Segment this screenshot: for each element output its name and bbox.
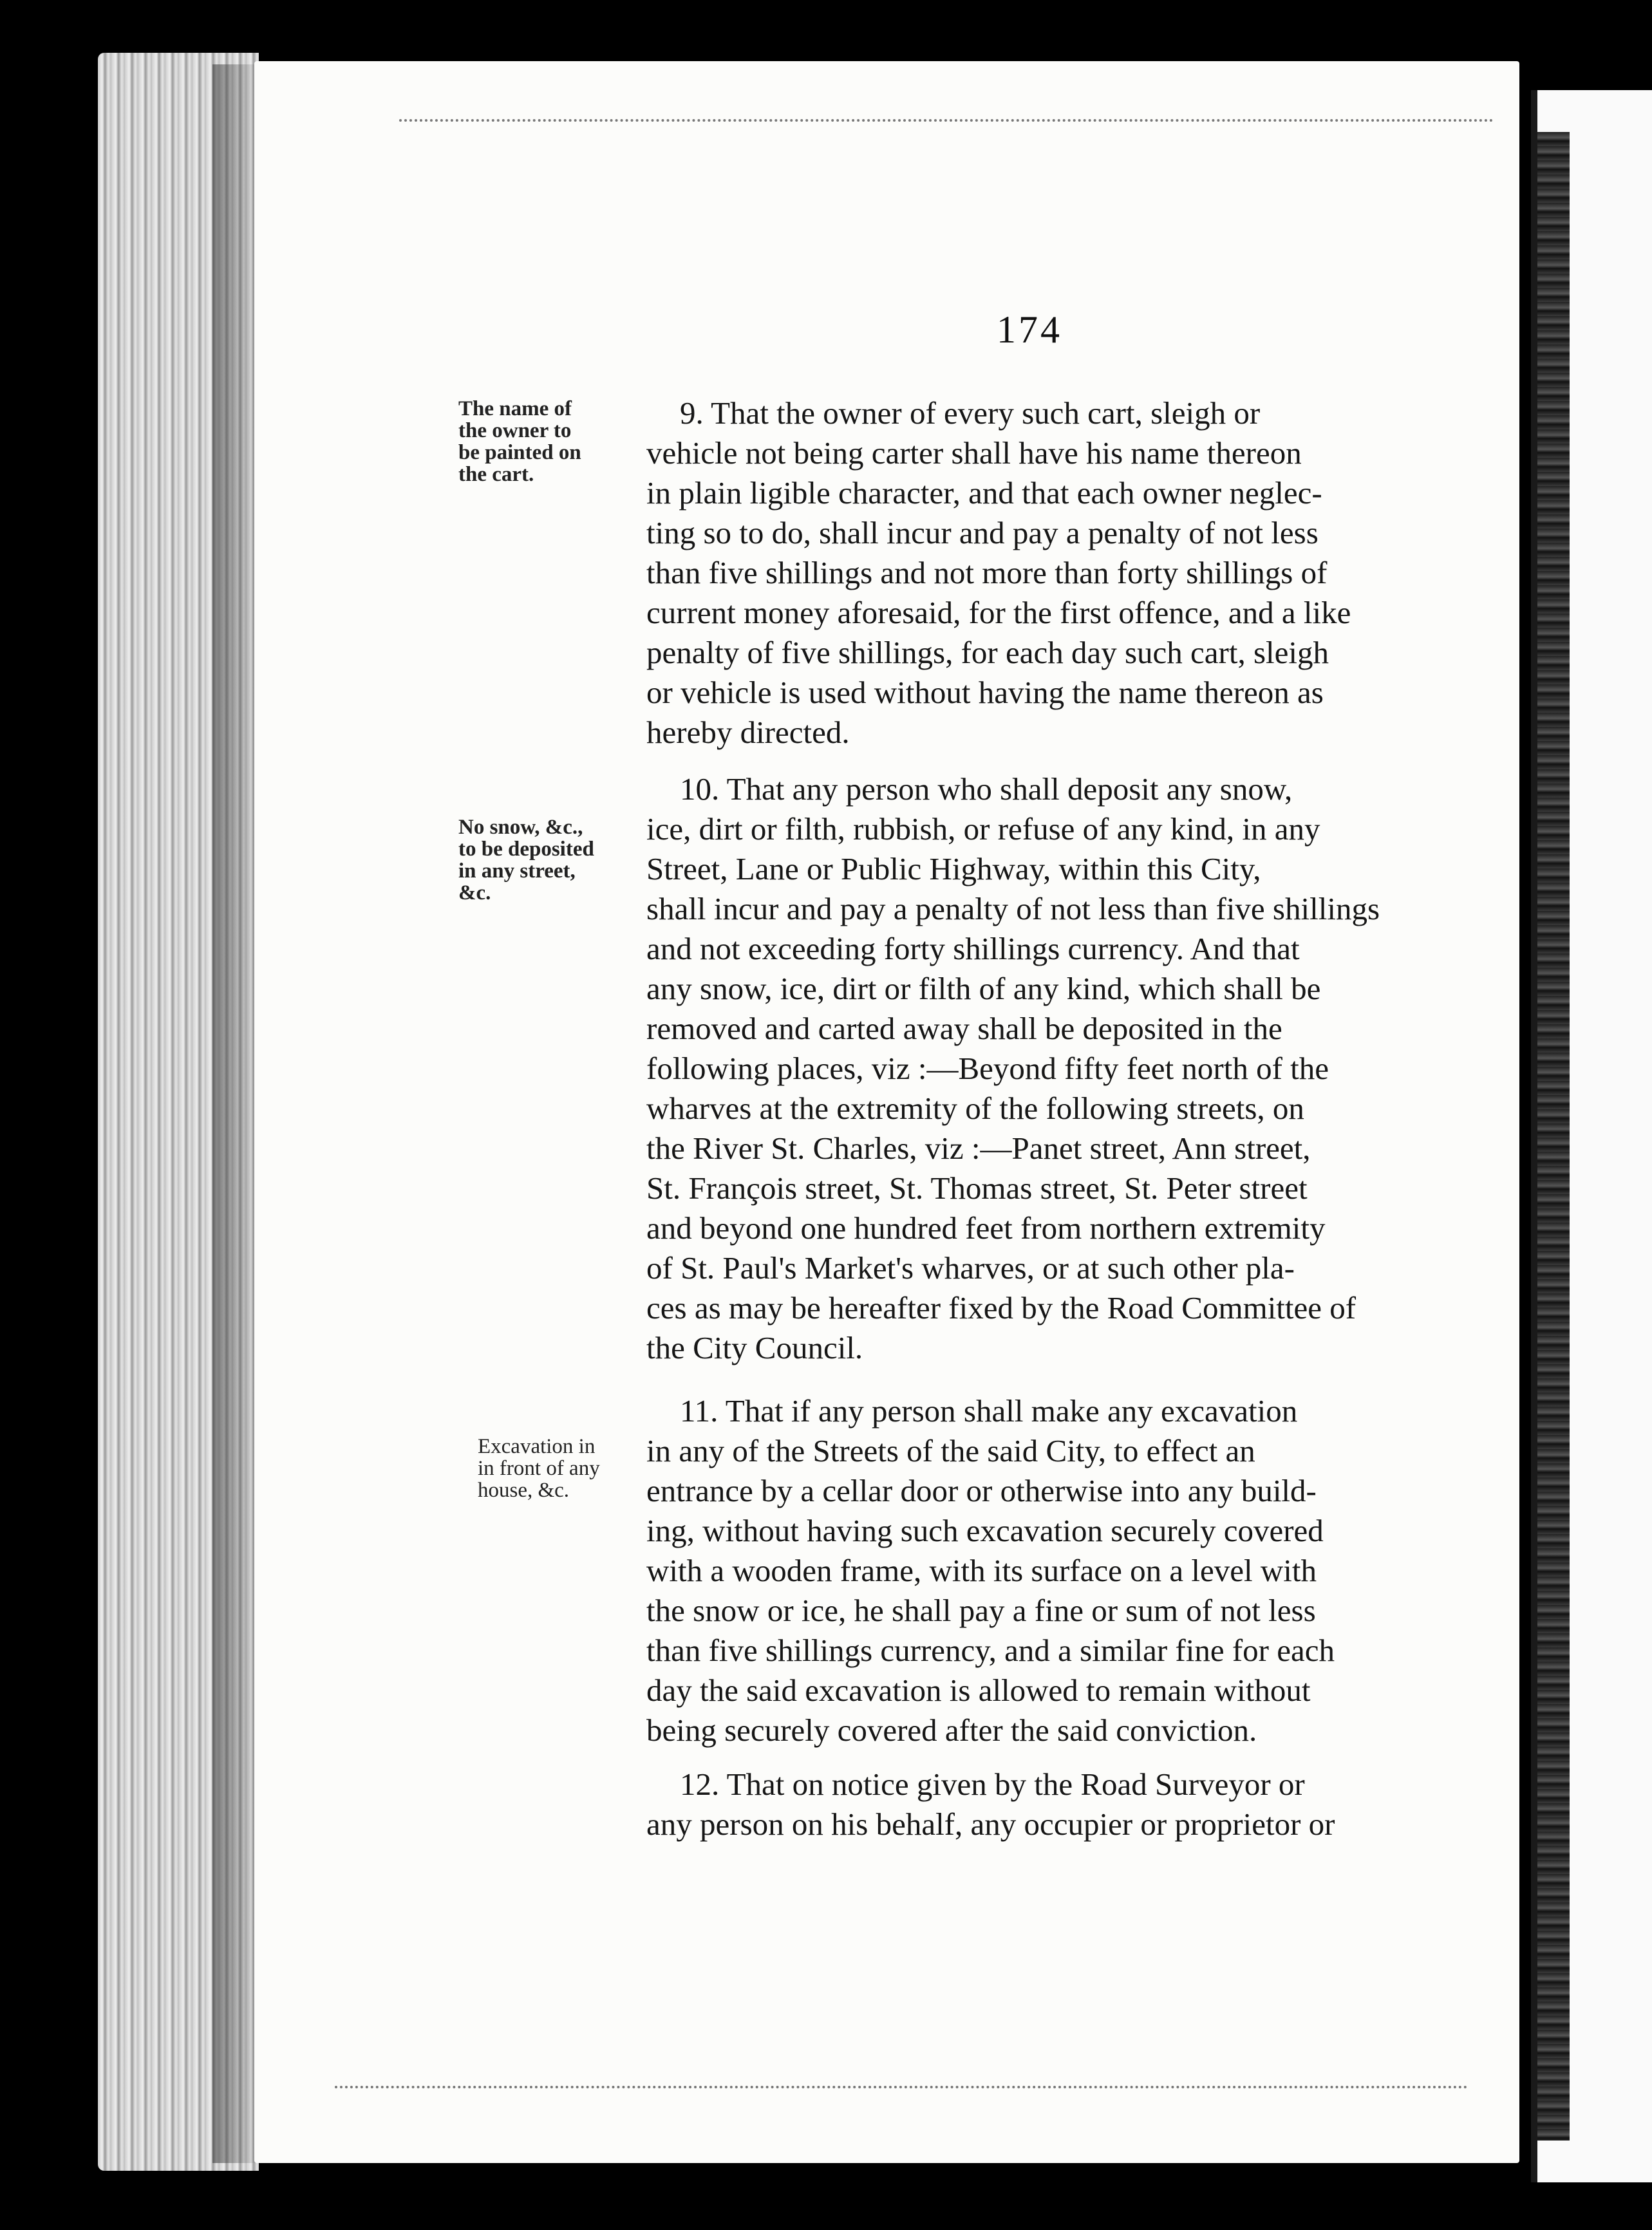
bottom-rule: [335, 2086, 1468, 2088]
margin-note-line: to be deposited: [458, 838, 594, 861]
body-text-line: St. François street, St. Thomas street, St. Peter street: [646, 1170, 1308, 1206]
body-text-line: vehicle not being carter shall have his name thereon: [646, 435, 1302, 471]
body-text-line: wharves at the extremity of the following streets, on: [646, 1091, 1304, 1126]
body-text-line: than five shillings and not more than forty shillings of: [646, 555, 1328, 590]
body-text-line: ces as may be hereafter fixed by the Road Committee of: [646, 1290, 1356, 1326]
body-text-line: any person on his behalf, any occupier or proprietor or: [646, 1806, 1335, 1842]
body-text-line: 10. That any person who shall deposit any snow,: [680, 771, 1293, 807]
margin-note-line: the owner to: [458, 419, 572, 442]
body-text-line: the River St. Charles, viz :—Panet street, Ann street,: [646, 1130, 1311, 1166]
body-text-line: shall incur and pay a penalty of not less than five shillings: [646, 891, 1380, 926]
body-text-line: than five shillings currency, and a similar fine for each: [646, 1633, 1335, 1668]
body-text-line: with a wooden frame, with its surface on a level with: [646, 1553, 1317, 1588]
body-text-line: ing, without having such excavation securely covered: [646, 1513, 1324, 1548]
body-text-line: Street, Lane or Public Highway, within this City,: [646, 851, 1261, 886]
body-text-line: day the said excavation is allowed to remain without: [646, 1673, 1311, 1708]
body-text-line: 11. That if any person shall make any excavation: [680, 1393, 1298, 1429]
body-text-line: ting so to do, shall incur and pay a penalty of not less: [646, 515, 1319, 550]
margin-note-line: The name of: [458, 397, 572, 420]
margin-note-line: in front of any: [478, 1457, 600, 1480]
page-number: 174: [997, 308, 1062, 351]
body-text-line: the snow or ice, he shall pay a fine or sum of not less: [646, 1593, 1316, 1628]
body-text-line: or vehicle is used without having the name thereon as: [646, 675, 1324, 710]
top-rule: [399, 119, 1494, 122]
body-text-line: ice, dirt or filth, rubbish, or refuse of any kind, in any: [646, 811, 1320, 847]
body-text-line: of St. Paul's Market's wharves, or at such other pla-: [646, 1250, 1295, 1286]
body-text-line: 12. That on notice given by the Road Surveyor or: [680, 1766, 1305, 1802]
margin-note: [458, 398, 664, 485]
margin-note-line: be painted on: [458, 441, 581, 464]
body-text-line: being securely covered after the said conviction.: [646, 1712, 1257, 1748]
margin-note-line: in any street,: [458, 859, 576, 883]
body-text-line: 9. That the owner of every such cart, sleigh or: [680, 395, 1261, 431]
body-text-line: penalty of five shillings, for each day such cart, sleigh: [646, 635, 1329, 670]
margin-note: [458, 816, 664, 904]
body-text-line: following places, viz :—Beyond fifty feet north of the: [646, 1051, 1329, 1086]
body-text-line: current money aforesaid, for the first offence, and a like: [646, 595, 1351, 630]
margin-note-line: &c.: [458, 881, 491, 904]
adjacent-page-gutter: [1537, 132, 1570, 2141]
body-text-line: in plain ligible character, and that each owner neglec-: [646, 475, 1322, 511]
margin-note-line: Excavation in: [478, 1435, 596, 1458]
body-text-line: and beyond one hundred feet from northern extremity: [646, 1210, 1326, 1246]
margin-note-line: the cart.: [458, 463, 534, 486]
body-text-line: entrance by a cellar door or otherwise into any build-: [646, 1473, 1317, 1508]
body-text-line: removed and carted away shall be deposited in the: [646, 1011, 1282, 1046]
body-text-line: any snow, ice, dirt or filth of any kind, which shall be: [646, 971, 1321, 1006]
margin-note-line: No snow, &c.,: [458, 816, 583, 839]
margin-note-line: house, &c.: [478, 1479, 570, 1502]
body-text-line: and not exceeding forty shillings currency. And that: [646, 931, 1300, 966]
body-text-line: the City Council.: [646, 1330, 863, 1365]
body-text-line: in any of the Streets of the said City, to effect an: [646, 1433, 1255, 1468]
body-text-line: hereby directed.: [646, 715, 850, 750]
